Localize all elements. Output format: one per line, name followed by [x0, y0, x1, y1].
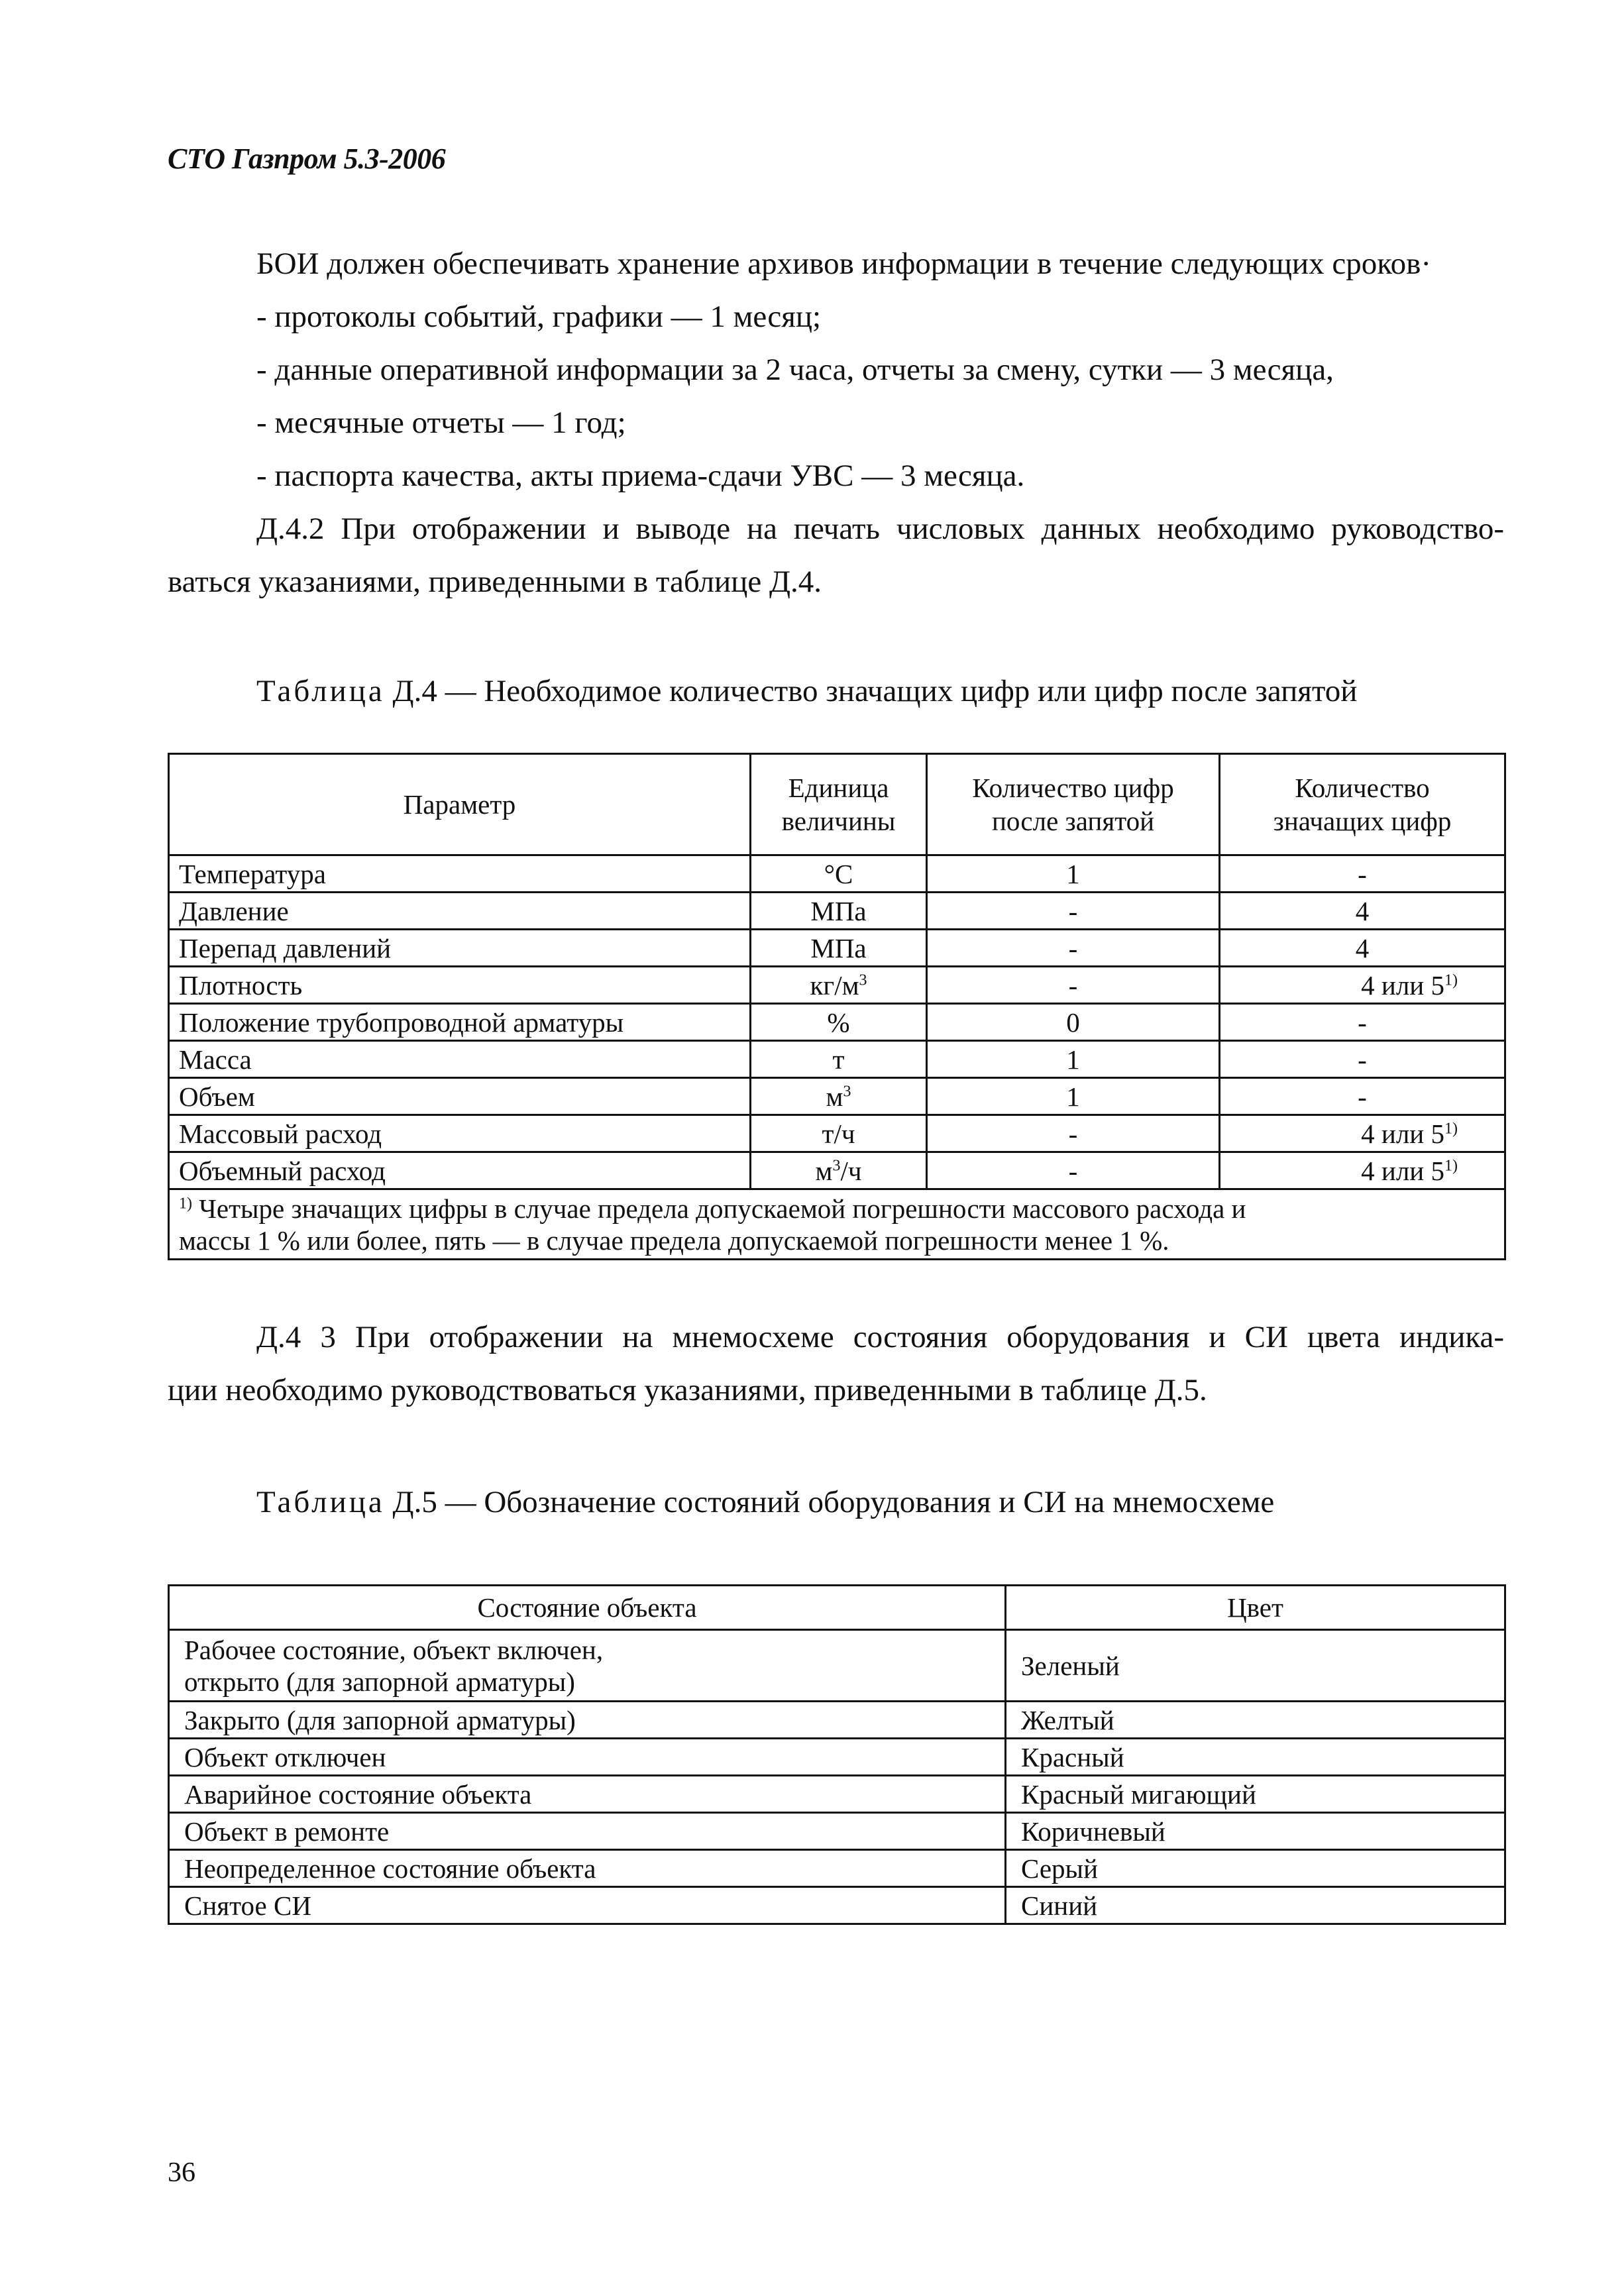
cell-unit: МПа: [751, 893, 927, 930]
cell-significant: 4: [1220, 893, 1505, 930]
cell-color: Синий: [1006, 1887, 1505, 1924]
cell-object-state: Объект в ремонте: [169, 1813, 1006, 1850]
significant-text: 4 или 5: [1361, 1155, 1444, 1186]
cell-parameter: Масса: [169, 1041, 751, 1078]
header-object-state: Состояние объекта: [169, 1586, 1006, 1630]
cell-color: Зеленый: [1006, 1630, 1505, 1702]
table-d5-caption-label: Таблица: [256, 1485, 385, 1519]
cell-significant: [1220, 1152, 1505, 1189]
table-row: [169, 1041, 1505, 1078]
table-d4: [168, 753, 1506, 1260]
state-line1: Рабочее состояние, объект включен,: [184, 1634, 604, 1665]
table-d5-caption: [256, 1484, 1274, 1520]
unit-superscript: 3: [859, 971, 867, 989]
cell-unit: °C: [751, 855, 927, 893]
table-row: [169, 1078, 1505, 1115]
cell-object-state: Объект отключен: [169, 1739, 1006, 1776]
table-d5-header-row: [169, 1586, 1505, 1630]
table-row: [169, 1776, 1505, 1813]
cell-color: Красный: [1006, 1739, 1505, 1776]
list-item-operational-data: - данные оперативной информации за 2 часа, отчеты за смену, сутки — 3 месяца,: [256, 353, 1334, 387]
cell-object-state: Закрыто (для запорной арматуры): [169, 1702, 1006, 1739]
list-item-monthly-reports: - месячные отчеты — 1 год;: [256, 406, 626, 440]
cell-unit: т/ч: [751, 1115, 927, 1152]
cell-decimals: -: [927, 1152, 1220, 1189]
footnote-line2: массы 1 % или более, пять — в случае предела допускаемой погрешности менее 1 %.: [179, 1225, 1169, 1256]
table-d4-caption: [256, 673, 1357, 709]
footnote-ref: 1): [1444, 1156, 1458, 1174]
table-row: [169, 893, 1505, 930]
paragraph-archive-storage: БОИ должен обеспечивать хранение архивов информации в течение следующих сроков·: [256, 246, 1431, 281]
footnote-ref: 1): [1444, 971, 1458, 989]
unit-tail: /ч: [840, 1155, 862, 1186]
cell-parameter: Давление: [169, 893, 751, 930]
cell-unit: [751, 1152, 927, 1189]
unit-superscript: 3: [843, 1082, 851, 1100]
cell-decimals: 1: [927, 1078, 1220, 1115]
table-row: [169, 1702, 1505, 1739]
cell-decimals: 1: [927, 1041, 1220, 1078]
unit-text: м: [815, 1155, 833, 1186]
table-row: [169, 967, 1505, 1004]
cell-object-state: Неопределенное состояние объекта: [169, 1850, 1006, 1887]
cell-color: Коричневый: [1006, 1813, 1505, 1850]
document-code-header: СТО Газпром 5.3-2006: [168, 142, 446, 175]
significant-text: 4 или 5: [1361, 1118, 1444, 1149]
header-significant-line1: Количество: [1295, 773, 1430, 803]
cell-parameter: Температура: [169, 855, 751, 893]
unit-superscript: 3: [832, 1156, 841, 1174]
header-decimal-line2: после запятой: [991, 806, 1155, 836]
cell-decimals: 1: [927, 855, 1220, 893]
cell-parameter: Объемный расход: [169, 1152, 751, 1189]
unit-text: кг/м: [810, 969, 859, 1001]
footnote-ref: 1): [1444, 1119, 1458, 1137]
cell-significant: 4: [1220, 930, 1505, 967]
table-row: [169, 1152, 1505, 1189]
cell-significant: -: [1220, 1041, 1505, 1078]
footnote-mark: 1): [179, 1194, 192, 1212]
list-item-event-logs: - протоколы событий, графики — 1 месяц;: [256, 300, 822, 334]
cell-parameter: Плотность: [169, 967, 751, 1004]
cell-color: Серый: [1006, 1850, 1505, 1887]
cell-unit: %: [751, 1004, 927, 1041]
cell-decimals: -: [927, 893, 1220, 930]
cell-color: Красный мигающий: [1006, 1776, 1505, 1813]
paragraph-d43-line1: Д.4 3 При отображении на мнемосхеме состояния оборудования и СИ цвета индика-: [256, 1320, 1504, 1354]
cell-parameter: Перепад давлений: [169, 930, 751, 967]
cell-decimals: -: [927, 1115, 1220, 1152]
unit-text: м: [826, 1081, 843, 1112]
header-unit: [751, 754, 927, 855]
cell-decimals: -: [927, 930, 1220, 967]
header-unit-line2: величины: [781, 806, 896, 836]
header-significant-line2: значащих цифр: [1273, 806, 1452, 836]
cell-unit: [751, 1078, 927, 1115]
table-row: [169, 1630, 1505, 1702]
header-color: Цвет: [1006, 1586, 1505, 1630]
table-d5: [168, 1584, 1506, 1925]
cell-color: Желтый: [1006, 1702, 1505, 1739]
table-d4-footnote: [169, 1189, 1505, 1260]
paragraph-d42-line1: Д.4.2 При отображении и выводе на печать числовых данных необходимо руководство-: [256, 512, 1504, 546]
list-item-quality-passports: - паспорта качества, акты приема-сдачи УВС — 3 месяца.: [256, 459, 1025, 493]
cell-decimals: 0: [927, 1004, 1220, 1041]
cell-decimals: -: [927, 967, 1220, 1004]
table-row: [169, 1887, 1505, 1924]
table-row: [169, 1813, 1505, 1850]
cell-object-state: Снятое СИ: [169, 1887, 1006, 1924]
table-d5-caption-text: Д.5 — Обозначение состояний оборудования и СИ на мнемосхеме: [392, 1485, 1275, 1519]
cell-parameter: Положение трубопроводной арматуры: [169, 1004, 751, 1041]
header-significant-digits: [1220, 754, 1505, 855]
cell-significant: -: [1220, 1004, 1505, 1041]
cell-parameter: Массовый расход: [169, 1115, 751, 1152]
cell-unit: [751, 967, 927, 1004]
cell-significant: [1220, 967, 1505, 1004]
cell-parameter: Объем: [169, 1078, 751, 1115]
cell-unit: т: [751, 1041, 927, 1078]
table-row: [169, 1004, 1505, 1041]
table-d4-caption-label: Таблица: [256, 674, 385, 708]
header-unit-line1: Единица: [788, 773, 889, 803]
cell-object-state: [169, 1630, 1006, 1702]
footnote-line1: Четыре значащих цифры в случае предела допускаемой погрешности массового расхода и: [199, 1193, 1246, 1224]
table-row: [169, 855, 1505, 893]
cell-significant: -: [1220, 855, 1505, 893]
cell-significant: -: [1220, 1078, 1505, 1115]
paragraph-d43-line2: ции необходимо руководствоваться указаниями, приведенными в таблице Д.5.: [168, 1373, 1207, 1407]
significant-text: 4 или 5: [1361, 969, 1444, 1001]
cell-unit: МПа: [751, 930, 927, 967]
table-d4-caption-text: Д.4 — Необходимое количество значащих цифр или цифр после запятой: [392, 674, 1358, 708]
table-row: [169, 1739, 1505, 1776]
header-decimal-line1: Количество цифр: [972, 773, 1174, 803]
table-row: [169, 1115, 1505, 1152]
header-decimal-digits: [927, 754, 1220, 855]
state-line2: открыто (для запорной арматуры): [184, 1666, 575, 1697]
cell-significant: [1220, 1115, 1505, 1152]
paragraph-d42-line2: ваться указаниями, приведенными в таблице Д.4.: [168, 565, 822, 599]
header-parameter: Параметр: [169, 754, 751, 855]
table-d4-footnote-row: [169, 1189, 1505, 1260]
cell-object-state: Аварийное состояние объекта: [169, 1776, 1006, 1813]
table-row: [169, 1850, 1505, 1887]
table-d4-header-row: [169, 754, 1505, 855]
table-row: [169, 930, 1505, 967]
page-number: 36: [168, 2157, 195, 2188]
